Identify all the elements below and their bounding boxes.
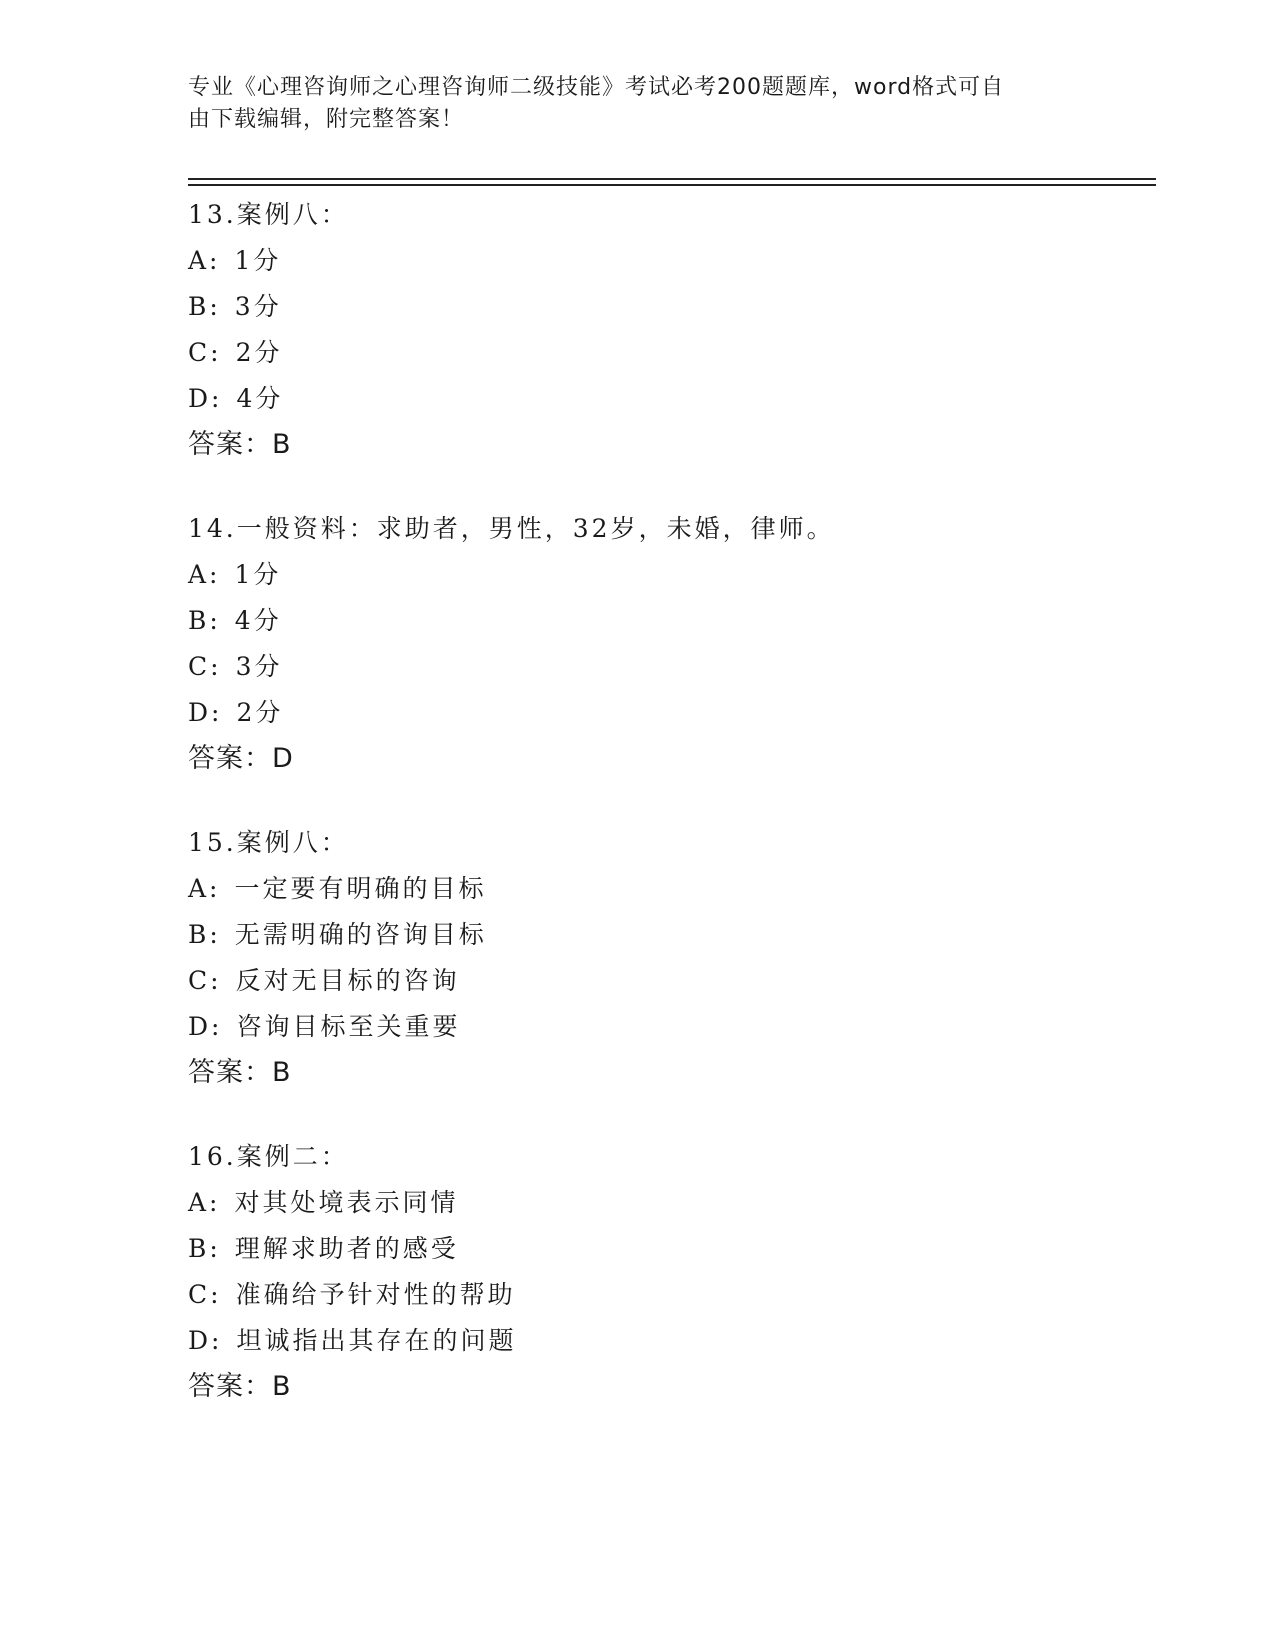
option-text: 无需明确的咨询目标 bbox=[234, 920, 487, 949]
option-text: 1分 bbox=[234, 246, 282, 275]
option-text: 2分 bbox=[235, 338, 283, 367]
option-b bbox=[188, 1226, 1148, 1272]
option-c bbox=[188, 330, 1148, 376]
option-text: 准确给予针对性的帮助 bbox=[235, 1280, 516, 1309]
option-label: C: bbox=[188, 338, 222, 367]
option-c bbox=[188, 958, 1148, 1004]
answer-line: 答案：D bbox=[188, 743, 294, 774]
option-label: A: bbox=[188, 246, 221, 275]
header-line-2: 由下载编辑，附完整答案！ bbox=[188, 107, 465, 132]
option-label: C: bbox=[188, 1280, 222, 1309]
option-a bbox=[188, 552, 1148, 598]
option-text: 2分 bbox=[236, 698, 284, 727]
option-text: 4分 bbox=[236, 384, 284, 413]
option-label: C: bbox=[188, 652, 222, 681]
option-label: B: bbox=[188, 920, 221, 949]
option-label: D: bbox=[188, 698, 223, 727]
option-text: 1分 bbox=[234, 560, 282, 589]
option-d bbox=[188, 1004, 1148, 1050]
option-label: B: bbox=[188, 292, 221, 321]
option-label: C: bbox=[188, 966, 222, 995]
option-text: 3分 bbox=[234, 292, 282, 321]
option-d bbox=[188, 1318, 1148, 1364]
option-text: 坦诚指出其存在的问题 bbox=[236, 1326, 517, 1355]
option-c bbox=[188, 644, 1148, 690]
question-14 bbox=[188, 506, 1148, 782]
question-title: 16.案例二： bbox=[188, 1142, 349, 1171]
option-label: A: bbox=[188, 560, 221, 589]
option-label: D: bbox=[188, 1326, 223, 1355]
option-b bbox=[188, 284, 1148, 330]
header-divider-bottom bbox=[188, 184, 1156, 186]
question-13 bbox=[188, 192, 1148, 468]
answer-line: 答案：B bbox=[188, 1371, 292, 1402]
option-b bbox=[188, 598, 1148, 644]
header-divider-top bbox=[188, 178, 1156, 180]
question-15 bbox=[188, 820, 1148, 1096]
answer-line: 答案：B bbox=[188, 1057, 292, 1088]
answer-line: 答案：B bbox=[188, 429, 292, 460]
option-a bbox=[188, 238, 1148, 284]
option-text: 咨询目标至关重要 bbox=[236, 1012, 461, 1041]
option-label: B: bbox=[188, 606, 221, 635]
header-line-1: 专业《心理咨询师之心理咨询师二级技能》考试必考200题题库，word格式可自 bbox=[188, 75, 1005, 100]
option-label: A: bbox=[188, 874, 221, 903]
option-label: D: bbox=[188, 1012, 223, 1041]
option-a bbox=[188, 1180, 1148, 1226]
option-c bbox=[188, 1272, 1148, 1318]
option-d bbox=[188, 376, 1148, 422]
option-text: 3分 bbox=[235, 652, 283, 681]
option-text: 理解求助者的感受 bbox=[234, 1234, 459, 1263]
question-title: 13.案例八： bbox=[188, 200, 349, 229]
option-b bbox=[188, 912, 1148, 958]
option-a bbox=[188, 866, 1148, 912]
question-title: 14.一般资料：求助者，男性，32岁，未婚，律师。 bbox=[188, 514, 835, 543]
question-16 bbox=[188, 1134, 1148, 1410]
document-header bbox=[188, 72, 1068, 136]
question-list bbox=[188, 192, 1148, 1448]
option-label: B: bbox=[188, 1234, 221, 1263]
option-text: 一定要有明确的目标 bbox=[234, 874, 487, 903]
option-text: 4分 bbox=[234, 606, 282, 635]
option-label: D: bbox=[188, 384, 223, 413]
question-title: 15.案例八： bbox=[188, 828, 349, 857]
option-text: 反对无目标的咨询 bbox=[235, 966, 460, 995]
option-label: A: bbox=[188, 1188, 221, 1217]
option-d bbox=[188, 690, 1148, 736]
option-text: 对其处境表示同情 bbox=[234, 1188, 459, 1217]
